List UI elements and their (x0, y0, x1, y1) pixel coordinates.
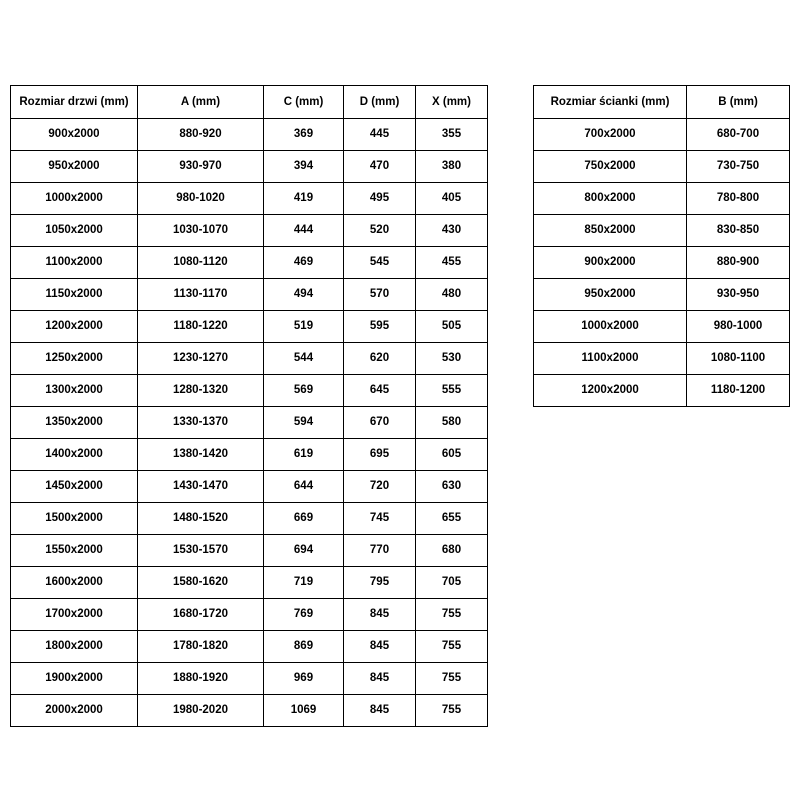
table-row (11, 375, 488, 407)
cell-size: 950x2000 (11, 151, 138, 183)
cell-d: 720 (344, 471, 416, 503)
cell-size: 1350x2000 (11, 407, 138, 439)
cell-a: 880-920 (138, 119, 264, 151)
cell-size: 950x2000 (534, 279, 687, 311)
cell-c: 569 (264, 375, 344, 407)
cell-d: 445 (344, 119, 416, 151)
cell-c: 694 (264, 535, 344, 567)
cell-a: 930-970 (138, 151, 264, 183)
table-row (534, 375, 790, 407)
table-header-row (11, 86, 488, 119)
cell-c: 444 (264, 215, 344, 247)
cell-a: 980-1020 (138, 183, 264, 215)
cell-b: 680-700 (687, 119, 790, 151)
cell-x: 755 (416, 599, 488, 631)
cell-size: 1500x2000 (11, 503, 138, 535)
cell-d: 470 (344, 151, 416, 183)
cell-x: 705 (416, 567, 488, 599)
table-row (11, 503, 488, 535)
cell-size: 1450x2000 (11, 471, 138, 503)
table-row (11, 279, 488, 311)
walls-dimensions-table-container (533, 85, 790, 407)
cell-a: 1980-2020 (138, 695, 264, 727)
cell-a: 1580-1620 (138, 567, 264, 599)
cell-a: 1080-1120 (138, 247, 264, 279)
cell-d: 520 (344, 215, 416, 247)
doors-dimensions-table (10, 85, 488, 727)
cell-size: 750x2000 (534, 151, 687, 183)
cell-b: 880-900 (687, 247, 790, 279)
cell-a: 1030-1070 (138, 215, 264, 247)
cell-size: 700x2000 (534, 119, 687, 151)
cell-d: 745 (344, 503, 416, 535)
cell-d: 845 (344, 631, 416, 663)
cell-d: 845 (344, 663, 416, 695)
cell-a: 1780-1820 (138, 631, 264, 663)
cell-d: 845 (344, 599, 416, 631)
cell-size: 1700x2000 (11, 599, 138, 631)
cell-c: 494 (264, 279, 344, 311)
cell-x: 405 (416, 183, 488, 215)
column-header-rozmiar-scianki: Rozmiar ścianki (mm) (534, 86, 687, 119)
table-row (534, 183, 790, 215)
cell-c: 719 (264, 567, 344, 599)
cell-b: 780-800 (687, 183, 790, 215)
cell-size: 1050x2000 (11, 215, 138, 247)
cell-x: 355 (416, 119, 488, 151)
cell-x: 580 (416, 407, 488, 439)
table-row (11, 311, 488, 343)
cell-size: 1800x2000 (11, 631, 138, 663)
table-row (11, 439, 488, 471)
cell-a: 1280-1320 (138, 375, 264, 407)
cell-size: 1400x2000 (11, 439, 138, 471)
cell-c: 969 (264, 663, 344, 695)
table-row (11, 695, 488, 727)
table-row (11, 407, 488, 439)
cell-d: 620 (344, 343, 416, 375)
cell-c: 369 (264, 119, 344, 151)
cell-b: 930-950 (687, 279, 790, 311)
table-row (11, 631, 488, 663)
cell-c: 869 (264, 631, 344, 663)
cell-b: 980-1000 (687, 311, 790, 343)
cell-b: 830-850 (687, 215, 790, 247)
doors-table-header (11, 86, 488, 119)
table-row (11, 535, 488, 567)
walls-table-header (534, 86, 790, 119)
table-row (534, 343, 790, 375)
table-row (534, 247, 790, 279)
cell-size: 2000x2000 (11, 695, 138, 727)
cell-x: 755 (416, 695, 488, 727)
table-row (534, 215, 790, 247)
cell-x: 380 (416, 151, 488, 183)
column-header-x: X (mm) (416, 86, 488, 119)
column-header-d: D (mm) (344, 86, 416, 119)
cell-a: 1880-1920 (138, 663, 264, 695)
table-row (534, 279, 790, 311)
cell-c: 1069 (264, 695, 344, 727)
cell-size: 1100x2000 (11, 247, 138, 279)
cell-x: 530 (416, 343, 488, 375)
cell-a: 1480-1520 (138, 503, 264, 535)
cell-x: 430 (416, 215, 488, 247)
cell-x: 455 (416, 247, 488, 279)
cell-a: 1230-1270 (138, 343, 264, 375)
table-row (11, 151, 488, 183)
cell-size: 1000x2000 (534, 311, 687, 343)
cell-d: 795 (344, 567, 416, 599)
cell-d: 670 (344, 407, 416, 439)
cell-size: 1100x2000 (534, 343, 687, 375)
cell-x: 605 (416, 439, 488, 471)
cell-c: 619 (264, 439, 344, 471)
table-row (11, 663, 488, 695)
table-row (11, 471, 488, 503)
cell-size: 1000x2000 (11, 183, 138, 215)
cell-size: 900x2000 (11, 119, 138, 151)
cell-size: 1200x2000 (534, 375, 687, 407)
cell-x: 755 (416, 663, 488, 695)
table-row (11, 567, 488, 599)
cell-x: 505 (416, 311, 488, 343)
cell-x: 630 (416, 471, 488, 503)
cell-x: 480 (416, 279, 488, 311)
cell-d: 495 (344, 183, 416, 215)
table-row (11, 343, 488, 375)
table-row (11, 247, 488, 279)
walls-table-body (534, 119, 790, 407)
cell-a: 1680-1720 (138, 599, 264, 631)
cell-x: 655 (416, 503, 488, 535)
cell-c: 394 (264, 151, 344, 183)
cell-c: 644 (264, 471, 344, 503)
cell-d: 770 (344, 535, 416, 567)
cell-c: 519 (264, 311, 344, 343)
doors-dimensions-table-container (10, 85, 488, 727)
cell-d: 645 (344, 375, 416, 407)
cell-size: 1600x2000 (11, 567, 138, 599)
table-row (11, 119, 488, 151)
cell-size: 1300x2000 (11, 375, 138, 407)
cell-d: 695 (344, 439, 416, 471)
cell-a: 1380-1420 (138, 439, 264, 471)
cell-c: 669 (264, 503, 344, 535)
table-row (534, 151, 790, 183)
cell-a: 1330-1370 (138, 407, 264, 439)
cell-size: 1150x2000 (11, 279, 138, 311)
cell-size: 1900x2000 (11, 663, 138, 695)
cell-d: 570 (344, 279, 416, 311)
cell-size: 1250x2000 (11, 343, 138, 375)
table-header-row (534, 86, 790, 119)
cell-size: 850x2000 (534, 215, 687, 247)
cell-b: 1180-1200 (687, 375, 790, 407)
cell-a: 1130-1170 (138, 279, 264, 311)
cell-c: 594 (264, 407, 344, 439)
cell-size: 1550x2000 (11, 535, 138, 567)
column-header-rozmiar-drzwi: Rozmiar drzwi (mm) (11, 86, 138, 119)
cell-size: 800x2000 (534, 183, 687, 215)
walls-dimensions-table (533, 85, 790, 407)
table-row (11, 183, 488, 215)
cell-x: 755 (416, 631, 488, 663)
cell-b: 1080-1100 (687, 343, 790, 375)
cell-d: 595 (344, 311, 416, 343)
cell-x: 680 (416, 535, 488, 567)
cell-b: 730-750 (687, 151, 790, 183)
cell-x: 555 (416, 375, 488, 407)
table-row (534, 311, 790, 343)
cell-c: 544 (264, 343, 344, 375)
column-header-b: B (mm) (687, 86, 790, 119)
cell-c: 469 (264, 247, 344, 279)
table-row (534, 119, 790, 151)
cell-a: 1430-1470 (138, 471, 264, 503)
column-header-a: A (mm) (138, 86, 264, 119)
cell-d: 845 (344, 695, 416, 727)
cell-d: 545 (344, 247, 416, 279)
cell-a: 1180-1220 (138, 311, 264, 343)
cell-c: 769 (264, 599, 344, 631)
table-row (11, 599, 488, 631)
cell-size: 900x2000 (534, 247, 687, 279)
column-header-c: C (mm) (264, 86, 344, 119)
cell-size: 1200x2000 (11, 311, 138, 343)
doors-table-body (11, 119, 488, 727)
cell-c: 419 (264, 183, 344, 215)
table-row (11, 215, 488, 247)
cell-a: 1530-1570 (138, 535, 264, 567)
